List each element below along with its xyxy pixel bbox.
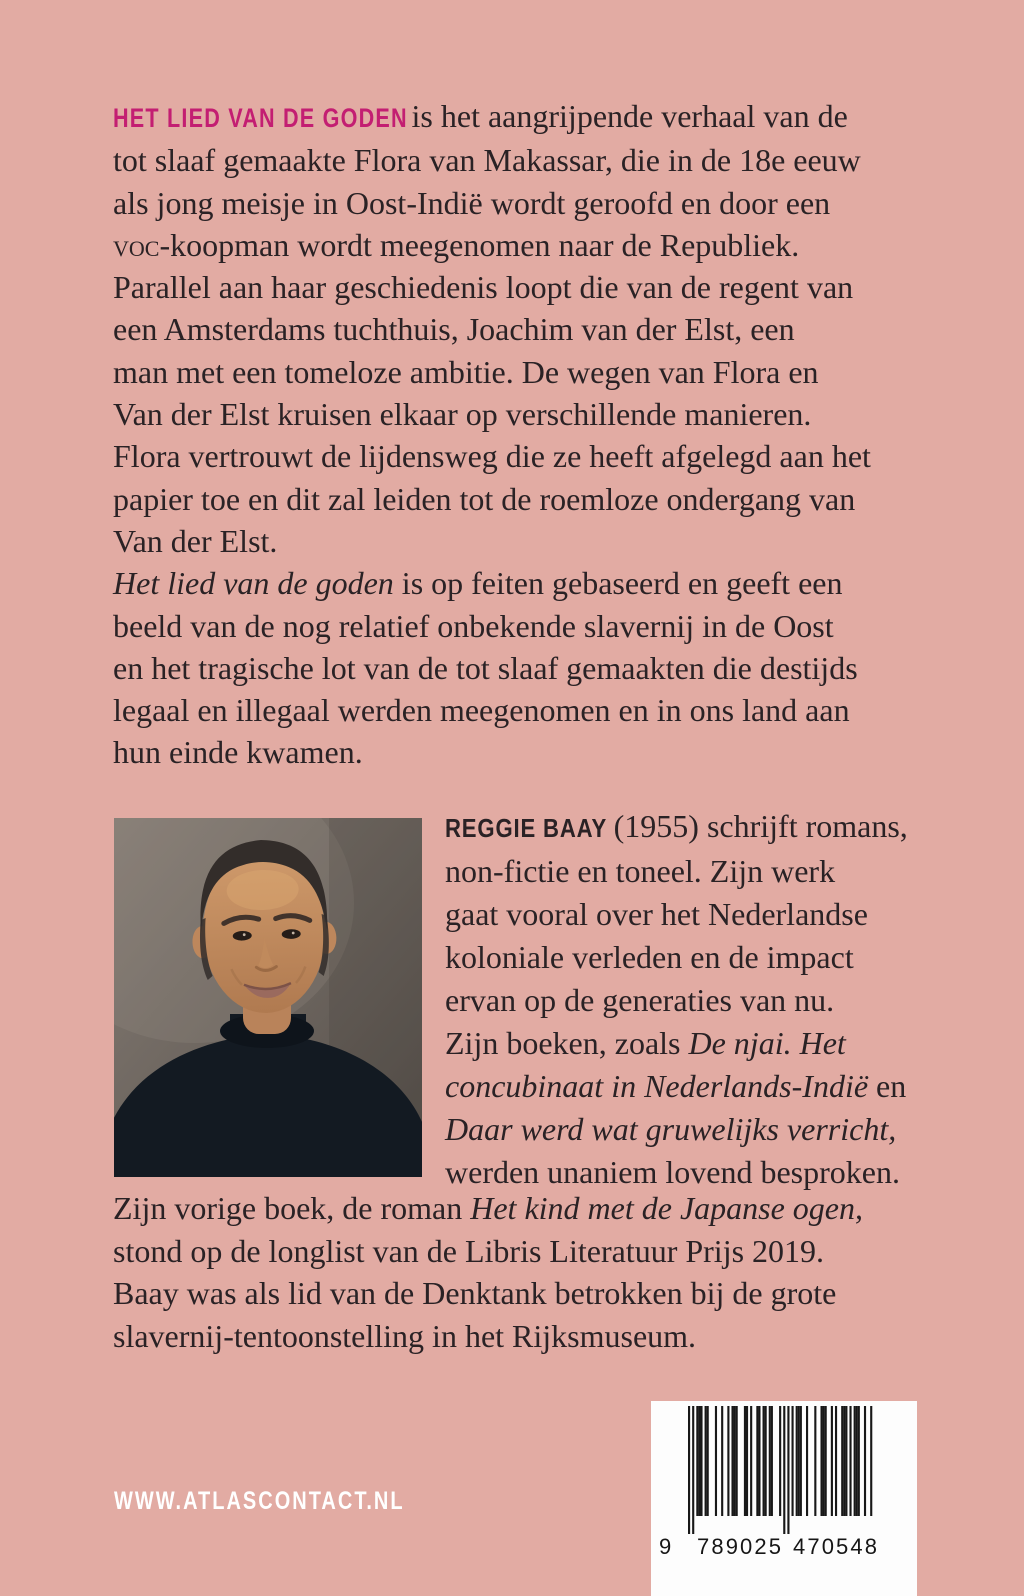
- barcode-bar: [771, 1406, 773, 1516]
- text-run: stond op de longlist van de Libris Literatuur Prijs 2019.: [113, 1232, 825, 1269]
- barcode: [651, 1401, 917, 1596]
- text-line: [113, 731, 973, 773]
- text-line: [445, 850, 1005, 893]
- barcode-bar: [715, 1406, 717, 1516]
- barcode-bar: [796, 1406, 798, 1516]
- text-line: [445, 979, 1005, 1022]
- barcode-bar: [731, 1406, 733, 1516]
- text-run: koloniale verleden en de impact: [445, 939, 854, 975]
- text-run: Flora vertrouwt de lijdensweg die ze heeft afgelegd aan het: [113, 438, 871, 475]
- barcode-bar: [721, 1406, 723, 1516]
- barcode-bar: [783, 1406, 785, 1534]
- barcode-bar: [835, 1406, 837, 1516]
- text-run: tot slaaf gemaakte Flora van Makassar, die in de 18e eeuw: [113, 142, 861, 179]
- barcode-bar: [765, 1406, 767, 1516]
- text-line: [113, 605, 973, 647]
- text-line: [113, 562, 973, 604]
- text-run: man met een tomeloze ambitie. De wegen van Flora en: [113, 353, 819, 390]
- barcode-digits: 470548: [793, 1534, 877, 1559]
- text-run: Daar werd wat gruwelijks verricht,: [445, 1111, 897, 1147]
- text-line: [113, 182, 973, 224]
- author-bio-fullwidth: [113, 1187, 993, 1357]
- text-run: Van der Elst kruisen elkaar op verschillende manieren.: [113, 396, 812, 433]
- text-run: -koopman wordt meegenomen naar de Republiek.: [159, 226, 800, 263]
- barcode-bar: [769, 1406, 771, 1516]
- barcode-bar: [688, 1406, 690, 1534]
- text-line: [113, 647, 973, 689]
- text-line: [113, 1315, 993, 1358]
- barcode-bar: [700, 1406, 702, 1516]
- text-run: Van der Elst.: [113, 522, 278, 559]
- barcode-bar: [698, 1406, 700, 1516]
- text-run: een Amsterdams tuchthuis, Joachim van der Elst, een: [113, 311, 795, 348]
- text-run: papier toe en dit zal leiden tot de roemloze ondergang van: [113, 480, 856, 517]
- author-photo: [114, 818, 422, 1177]
- barcode-bar: [870, 1406, 872, 1516]
- text-line: [445, 805, 1005, 850]
- publisher-website: WWW.ATLASCONTACT.NL: [114, 1487, 405, 1515]
- barcode-bar: [758, 1406, 760, 1516]
- barcode-bar: [692, 1406, 694, 1534]
- barcode-bar: [727, 1406, 729, 1516]
- text-line: [113, 308, 973, 350]
- text-line: [113, 139, 973, 181]
- barcode-bar: [746, 1406, 748, 1516]
- barcode-bar: [841, 1406, 843, 1516]
- text-line: [445, 1022, 1005, 1065]
- text-run: Zijn vorige boek, de roman: [113, 1190, 471, 1226]
- barcode-bar: [856, 1406, 858, 1516]
- barcode-bar: [798, 1406, 800, 1516]
- text-line: [445, 936, 1005, 979]
- text-line: [113, 689, 973, 731]
- barcode-bar: [736, 1406, 738, 1516]
- barcode-bar: [734, 1406, 736, 1516]
- text-line: [445, 893, 1005, 936]
- barcode-bar: [750, 1406, 752, 1516]
- text-line: [113, 95, 973, 139]
- text-line: [445, 1065, 1005, 1108]
- text-run: ervan op de generaties van nu.: [445, 982, 835, 1018]
- barcode-bar: [705, 1406, 707, 1516]
- text-line: [113, 520, 973, 562]
- barcode-bar: [806, 1406, 808, 1516]
- barcode-bar: [823, 1406, 825, 1516]
- barcode-bar: [779, 1406, 781, 1516]
- barcode-bar: [756, 1406, 758, 1516]
- text-run: hun einde kwamen.: [113, 734, 363, 771]
- barcode-bar: [858, 1406, 860, 1516]
- text-run: voc: [113, 226, 160, 263]
- text-line: [113, 1187, 993, 1230]
- text-run: Het kind met de Japanse ogen,: [470, 1190, 863, 1226]
- barcode-bar: [864, 1406, 866, 1516]
- text-run: concubinaat in Nederlands-Indië: [445, 1068, 869, 1104]
- barcode-bar: [820, 1406, 822, 1516]
- barcode-bar: [849, 1406, 851, 1516]
- text-run: als jong meisje in Oost-Indië wordt geroofd en door een: [113, 184, 831, 221]
- text-line: [113, 224, 973, 266]
- text-run: Parallel aan haar geschiedenis loopt die van de regent van: [113, 269, 854, 306]
- barcode-bar: [854, 1406, 856, 1516]
- text-line: [445, 1108, 1005, 1151]
- text-run: en het tragische lot van de tot slaaf gemaakten die destijds: [113, 649, 858, 686]
- text-run: en: [868, 1068, 907, 1104]
- barcode-bar: [800, 1406, 802, 1516]
- author-name: REGGIE BAAY: [445, 813, 608, 843]
- text-line: [113, 351, 973, 393]
- author-portrait-image: [114, 818, 422, 1177]
- text-run: werden unaniem lovend besproken.: [445, 1154, 900, 1190]
- text-run: Het lied van de goden: [113, 565, 394, 602]
- blurb-text: [113, 95, 973, 774]
- text-line: [113, 1272, 993, 1315]
- text-line: [113, 435, 973, 477]
- barcode-bar: [696, 1406, 698, 1516]
- barcode-bar: [845, 1406, 847, 1516]
- book-title: HET LIED VAN DE GODEN: [113, 103, 408, 133]
- author-bio-column: [445, 805, 1005, 1194]
- text-run: non-fictie en toneel. Zijn werk: [445, 853, 836, 889]
- barcode-bar: [792, 1406, 794, 1516]
- text-run: Baay was als lid van de Denktank betrokken bij de grote: [113, 1275, 837, 1311]
- ean13-barcode: [651, 1401, 917, 1596]
- barcode-digits: 789025: [697, 1534, 781, 1559]
- text-run: legaal en illegaal werden meegenomen en in ons land aan: [113, 692, 850, 729]
- barcode-digits: 9: [659, 1534, 672, 1559]
- text-run: is het aangrijpende verhaal van de: [403, 98, 848, 134]
- barcode-bar: [744, 1406, 746, 1516]
- barcode-bar: [707, 1406, 709, 1516]
- barcode-bar: [787, 1406, 789, 1534]
- text-line: [113, 266, 973, 308]
- text-line: [113, 1230, 993, 1273]
- text-run: De njai. Het: [688, 1025, 846, 1061]
- barcode-bar: [831, 1406, 833, 1516]
- text-run: beeld van de nog relatief onbekende slavernij in de Oost: [113, 607, 834, 644]
- text-run: slavernij-tentoonstelling in het Rijksmuseum.: [113, 1317, 697, 1354]
- text-run: Zijn boeken, zoals: [445, 1025, 689, 1061]
- barcode-bar: [814, 1406, 816, 1516]
- barcode-bar: [843, 1406, 845, 1516]
- text-run: is op feiten gebaseerd en geeft een: [393, 565, 843, 602]
- text-run: gaat vooral over het Nederlandse: [445, 896, 868, 932]
- text-run: (1955) schrijft romans,: [605, 808, 908, 844]
- barcode-bar: [825, 1406, 827, 1516]
- barcode-bar: [763, 1406, 765, 1516]
- text-line: [113, 393, 973, 435]
- text-line: [113, 478, 973, 520]
